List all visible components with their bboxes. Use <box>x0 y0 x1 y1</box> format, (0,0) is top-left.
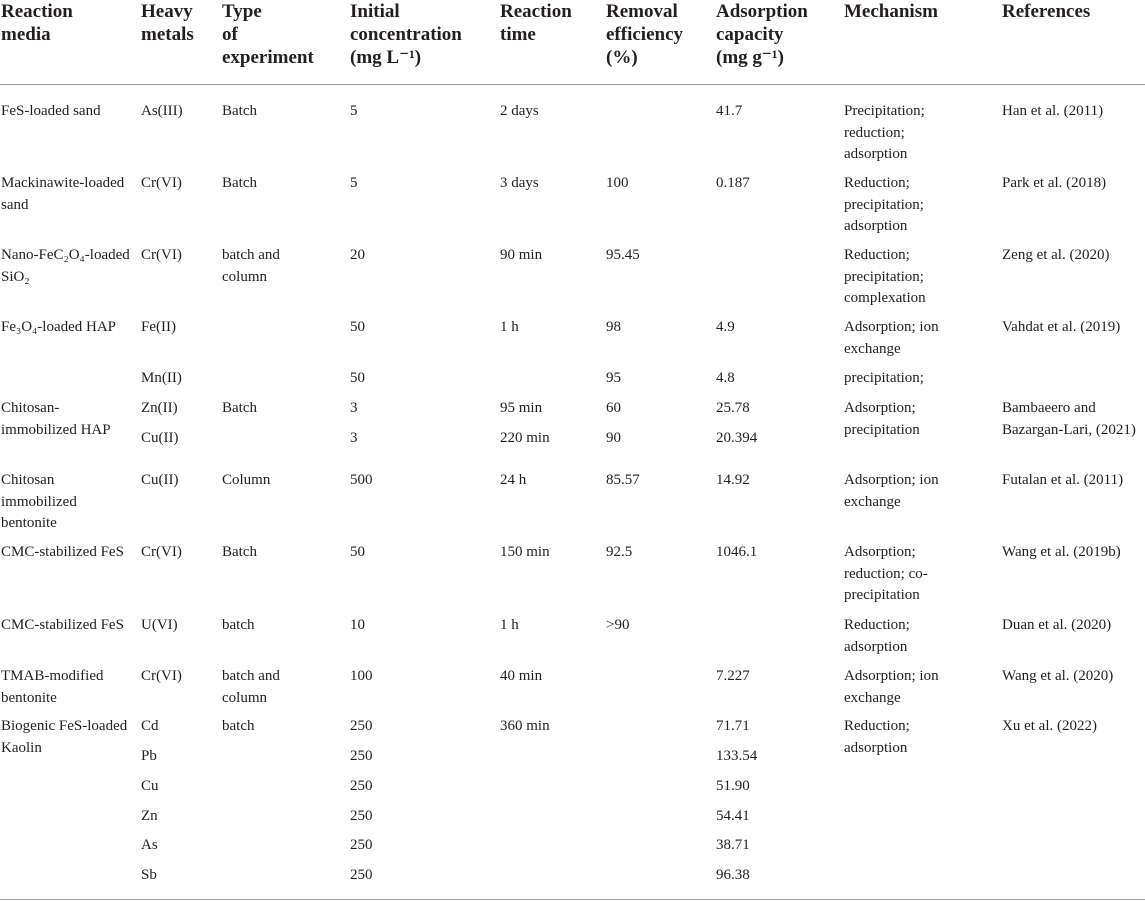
header-reaction-media: Reaction media <box>1 1 73 45</box>
cell-metal: Sb <box>141 867 157 883</box>
cell-metal: Fe(II) <box>141 319 176 335</box>
cell-ref: Vahdat et al. (2019) <box>1002 319 1121 335</box>
header-initial-concentration: Initial concentration (mg L⁻¹) <box>350 1 462 68</box>
cell-metal: U(VI) <box>141 617 178 633</box>
cell-metal: Mn(II) <box>141 370 182 386</box>
cell-media: TMAB-modified bentonite <box>1 668 104 706</box>
cell-eff: 100 <box>606 175 629 191</box>
cell-type: batch and column <box>222 247 280 285</box>
cell-conc: 250 <box>350 837 373 853</box>
cell-ref: Xu et al. (2022) <box>1002 718 1097 734</box>
cell-mech: Adsorption; reduction; co-precipitation <box>844 544 928 603</box>
cell-type: batch <box>222 617 255 633</box>
cell-time: 24 h <box>500 472 527 488</box>
cell-time: 360 min <box>500 718 550 734</box>
cell-ref: Zeng et al. (2020) <box>1002 247 1110 263</box>
cell-conc: 20 <box>350 247 365 263</box>
cell-cap: 38.71 <box>716 837 750 853</box>
cell-ref: Futalan et al. (2011) <box>1002 472 1124 488</box>
cell-time: 95 min <box>500 400 543 416</box>
header-removal-efficiency: Removal efficiency (%) <box>606 1 684 68</box>
cell-conc: 500 <box>350 472 373 488</box>
cell-cap: 7.227 <box>716 668 750 684</box>
cell-type: Batch <box>222 400 257 416</box>
cell-time: 90 min <box>500 247 543 263</box>
cell-media: Chitosan-immobilized HAP <box>1 400 111 438</box>
cell-eff: >90 <box>606 617 630 633</box>
cell-conc: 3 <box>350 430 358 446</box>
header-divider <box>0 84 1145 85</box>
cell-metal: Cr(VI) <box>141 544 182 560</box>
cell-metal: As(III) <box>141 103 183 119</box>
cell-cap: 4.9 <box>716 319 735 335</box>
cell-conc: 250 <box>350 778 373 794</box>
cell-cap: 54.41 <box>716 808 750 824</box>
cell-eff: 95.45 <box>606 247 640 263</box>
cell-eff: 98 <box>606 319 621 335</box>
cell-ref: Wang et al. (2019b) <box>1002 544 1121 560</box>
cell-eff: 90 <box>606 430 621 446</box>
cell-time: 220 min <box>500 430 550 446</box>
cell-mech: Reduction; precipitation; adsorption <box>844 175 924 234</box>
cell-cap: 133.54 <box>716 748 758 764</box>
cell-cap: 51.90 <box>716 778 750 794</box>
cell-mech: Reduction; adsorption <box>844 617 910 655</box>
cell-ref: Bambaeero and Bazargan-Lari, (2021) <box>1002 400 1136 438</box>
cell-cap: 0.187 <box>716 175 750 191</box>
cell-time: 3 days <box>500 175 539 191</box>
header-mechanism: Mechanism <box>844 1 938 22</box>
cell-media: Fe₃O₄-loaded HAP <box>1 319 117 335</box>
cell-mech: Reduction; adsorption <box>844 718 910 756</box>
cell-metal: Zn(II) <box>141 400 178 416</box>
cell-media: CMC-stabilized FeS <box>1 617 124 633</box>
cell-cap: 1046.1 <box>716 544 758 560</box>
header-heavy-metals: Heavy metals <box>141 1 194 45</box>
cell-eff: 95 <box>606 370 621 386</box>
header-adsorption-capacity: Adsorption capacity (mg g⁻¹) <box>716 1 808 68</box>
cell-eff: 60 <box>606 400 621 416</box>
cell-conc: 10 <box>350 617 365 633</box>
cell-cap: 41.7 <box>716 103 743 119</box>
cell-mech: Adsorption; ion exchange <box>844 668 939 706</box>
cell-time: 150 min <box>500 544 550 560</box>
cell-metal: Cr(VI) <box>141 668 182 684</box>
cell-media: Biogenic FeS-loaded Kaolin <box>1 718 128 756</box>
cell-mech: precipitation; <box>844 370 924 386</box>
cell-type: Batch <box>222 103 257 119</box>
cell-conc: 50 <box>350 370 365 386</box>
cell-metal: Cr(VI) <box>141 247 182 263</box>
cell-conc: 250 <box>350 748 373 764</box>
cell-metal: Cu(II) <box>141 472 179 488</box>
cell-metal: Cd <box>141 718 159 734</box>
cell-media: Mackinawite-loaded sand <box>1 175 125 213</box>
cell-cap: 14.92 <box>716 472 750 488</box>
cell-metal: Cr(VI) <box>141 175 182 191</box>
cell-mech: Adsorption; ion exchange <box>844 319 939 357</box>
cell-metal: Pb <box>141 748 157 764</box>
cell-mech: Precipitation; reduction; adsorption <box>844 103 925 162</box>
cell-mech: Adsorption; precipitation <box>844 400 920 438</box>
cell-media: CMC-stabilized FeS <box>1 544 124 560</box>
cell-metal: Cu <box>141 778 159 794</box>
cell-time: 40 min <box>500 668 543 684</box>
cell-ref: Duan et al. (2020) <box>1002 617 1112 633</box>
cell-conc: 50 <box>350 319 365 335</box>
header-reaction-time: Reaction time <box>500 1 572 45</box>
cell-type: batch and column <box>222 668 280 706</box>
cell-cap: 25.78 <box>716 400 750 416</box>
cell-eff: 92.5 <box>606 544 633 560</box>
cell-eff: 85.57 <box>606 472 640 488</box>
cell-conc: 5 <box>350 103 358 119</box>
cell-ref: Wang et al. (2020) <box>1002 668 1114 684</box>
cell-metal: Cu(II) <box>141 430 179 446</box>
header-type-of-experiment: Type of experiment <box>222 1 314 68</box>
cell-conc: 3 <box>350 400 358 416</box>
cell-conc: 50 <box>350 544 365 560</box>
cell-cap: 71.71 <box>716 718 750 734</box>
cell-metal: As <box>141 837 158 853</box>
cell-ref: Han et al. (2011) <box>1002 103 1104 119</box>
cell-type: Batch <box>222 544 257 560</box>
cell-type: batch <box>222 718 255 734</box>
cell-time: 1 h <box>500 617 519 633</box>
cell-cap: 96.38 <box>716 867 750 883</box>
cell-cap: 4.8 <box>716 370 735 386</box>
cell-ref: Park et al. (2018) <box>1002 175 1107 191</box>
cell-mech: Adsorption; ion exchange <box>844 472 939 510</box>
cell-type: Batch <box>222 175 257 191</box>
header-references: References <box>1002 1 1091 22</box>
cell-conc: 100 <box>350 668 373 684</box>
cell-time: 2 days <box>500 103 539 119</box>
cell-type: Column <box>222 472 271 488</box>
cell-conc: 250 <box>350 867 373 883</box>
cell-metal: Zn <box>141 808 158 824</box>
cell-conc: 250 <box>350 718 373 734</box>
cell-time: 1 h <box>500 319 519 335</box>
cell-conc: 5 <box>350 175 358 191</box>
cell-media: Chitosan immobilized bentonite <box>1 472 77 531</box>
cell-conc: 250 <box>350 808 373 824</box>
cell-media: FeS-loaded sand <box>1 103 101 119</box>
cell-cap: 20.394 <box>716 430 758 446</box>
cell-mech: Reduction; precipitation; complexation <box>844 247 926 306</box>
cell-media: Nano-FeC₂O₄-loaded SiO₂ <box>1 247 130 285</box>
table-bottom-divider <box>0 899 1145 900</box>
